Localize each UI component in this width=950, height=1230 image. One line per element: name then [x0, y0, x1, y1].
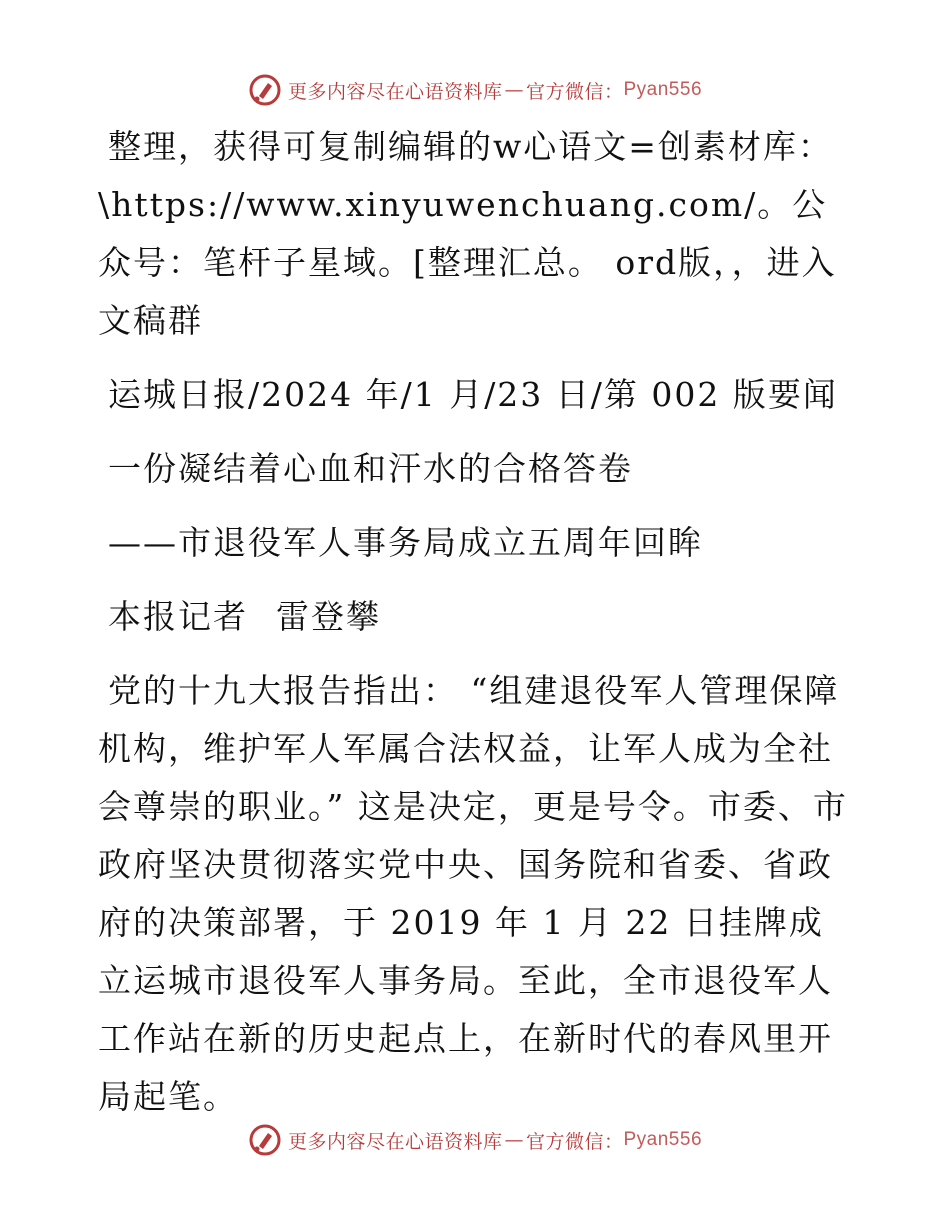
wechat-label: 官方微信：: [525, 80, 624, 103]
footer-watermark: [0, 1120, 950, 1160]
document-body: [98, 118, 858, 1142]
wechat-label: 官方微信：: [525, 1130, 624, 1153]
byline: [98, 588, 858, 646]
wechat-id: Pyan556: [623, 79, 703, 100]
body-paragraph: 党的十九大报告指出： “组建退役军人管理保障机构，维护军人军属合法权益，让军人成为全社会尊崇的职业。” 这是决定，更是号令。市委、市政府坚决贯彻落实党中央、国务院和省委、省政府的决策部署，于 2019 年 1 月 22 日挂牌成立运城市退役军人事务局。至此，全市退役军人工作站在新的历史起点上，在新时代的春风里开局起笔。: [98, 671, 848, 1116]
header-watermark: [0, 70, 950, 110]
source-line: 运城日报/2024 年/1 月/23 日/第 002 版要闻: [108, 375, 838, 414]
watermark-text: 更多内容尽在心语资料库: [287, 1130, 503, 1153]
byline-name: 雷登攀: [276, 597, 381, 636]
headline: 一份凝结着心血和汗水的合格答卷: [108, 449, 633, 488]
subheadline: ——市退役军人事务局成立五周年回眸: [108, 523, 703, 562]
wechat-id: Pyan556: [623, 1129, 703, 1150]
intro-paragraph: 整理，获得可复制编辑的w心语文=创素材库：\https://www.xinyuwenchuang.com/。公众号：笔杆子星域。[整理汇总。 ord版，，进入文稿群: [98, 127, 837, 340]
watermark-text: 更多内容尽在心语资料库: [287, 80, 503, 103]
byline-label: 本报记者: [108, 597, 248, 636]
pen-nib-icon: [248, 73, 282, 107]
pen-nib-icon: [248, 1123, 282, 1157]
watermark-separator: —: [504, 79, 524, 101]
watermark-separator: —: [504, 1129, 524, 1151]
